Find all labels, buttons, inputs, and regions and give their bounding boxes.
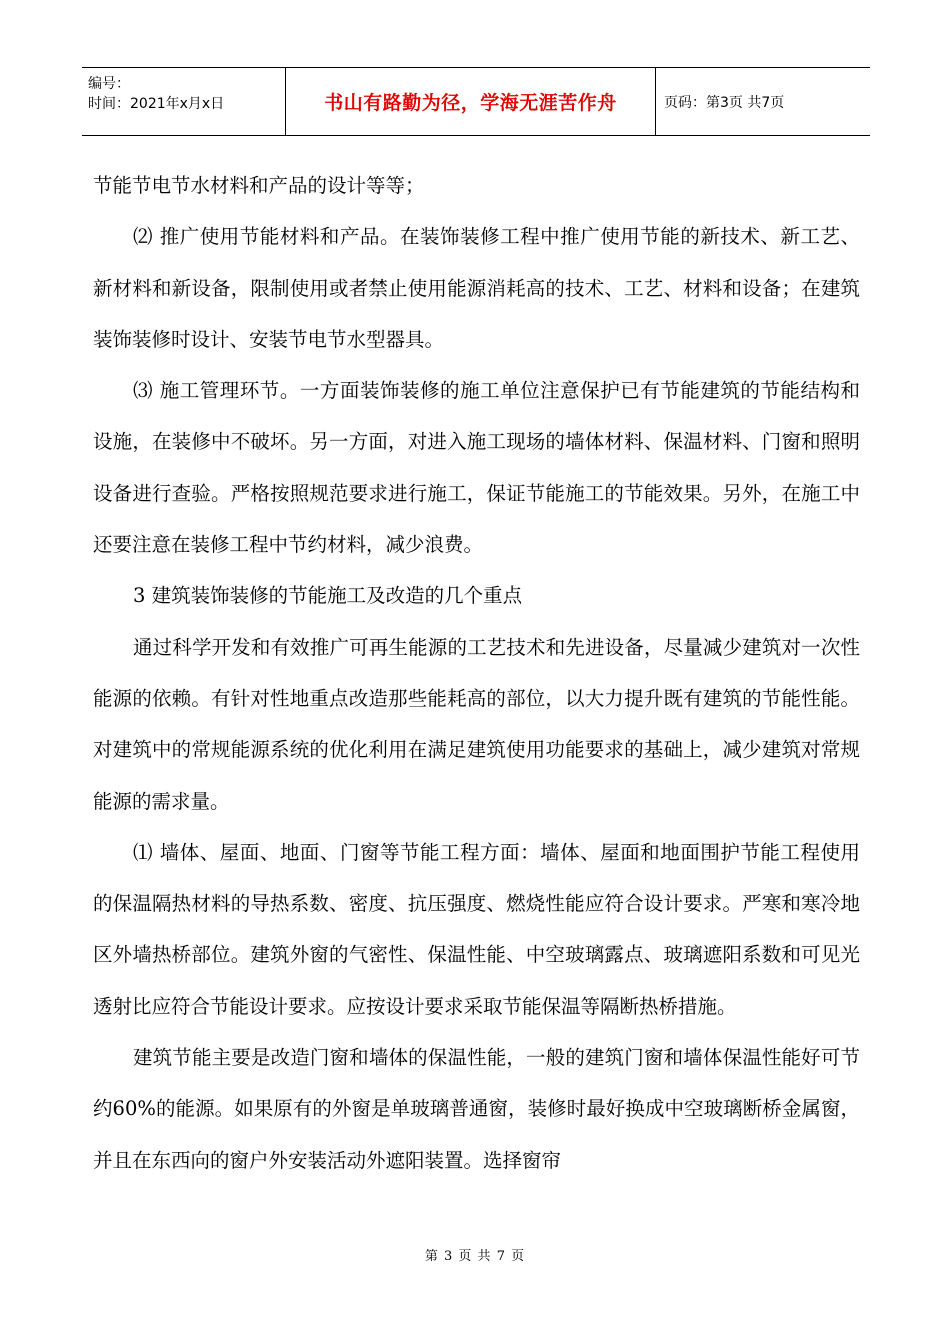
header-motto-cell [285,68,656,135]
header-motto: 书山有路勤为径，学海无涯苦作舟 [324,92,617,114]
paragraph-item-2: ⑵ 推广使用节能材料和产品。在装饰装修工程中推广使用节能的新技术、新工艺、新材料和新设备，限制使用或者禁止使用能源消耗高的技术、工艺、材料和设备；在建筑装饰装修时设计、安装节电节水型器具。 [93,225,860,351]
header-page-number: 页码：第3页 共7页 [664,94,785,111]
section-heading: 3 建筑装饰装修的节能施工及改造的几个重点 [133,584,523,608]
paragraph-continuation: 节能节电节水材料和产品的设计等等； [93,174,425,197]
document-body [93,160,860,1186]
paragraph-item-1: ⑴ 墙体、屋面、地面、门窗等节能工程方面：墙体、屋面和地面围护节能工程使用的保温隔热材料的导热系数、密度、抗压强度、燃烧性能应符合设计要求。严寒和寒冷地区外墙热桥部位。建筑外窗的气密性、保温性能、中空玻璃露点、玻璃遮阳系数和可见光透射比应符合节能设计要求。应按设计要求采取节能保温等隔断热桥措施。 [93,840,860,1018]
document-header [82,67,870,136]
footer-page-number: 第 3 页 共 7 页 [424,1249,526,1264]
document-number-label: 编号： [88,76,130,92]
document-date: 时间：2021年x月x日 [88,96,225,112]
paragraph-intro: 通过科学开发和有效推广可再生能源的工艺技术和先进设备，尽量减少建筑对一次性能源的依赖。有针对性地重点改造那些能耗高的部位，以大力提升既有建筑的节能性能。对建筑中的常规能源系统的优化利用在满足建筑使用功能要求的基础上，减少建筑对常规能源的需求量。 [93,635,860,813]
header-page-cell [656,68,870,135]
paragraph-windows-walls: 建筑节能主要是改造门窗和墙体的保温性能，一般的建筑门窗和墙体保温性能好可节约60%的能源。如果原有的外窗是单玻璃普通窗，装修时最好换成中空玻璃断桥金属窗，并且在东西向的窗户外安装活动外遮阳装置。选择窗帘 [93,1046,860,1172]
header-meta [82,68,285,135]
page-footer [0,1245,950,1264]
paragraph-item-3: ⑶ 施工管理环节。一方面装饰装修的施工单位注意保护已有节能建筑的节能结构和设施，在装修中不破坏。另一方面，对进入施工现场的墙体材料、保温材料、门窗和照明设备进行查验。严格按照规范要求进行施工，保证节能施工的节能效果。另外，在施工中还要注意在装修工程中节约材料，减少浪费。 [93,379,860,557]
